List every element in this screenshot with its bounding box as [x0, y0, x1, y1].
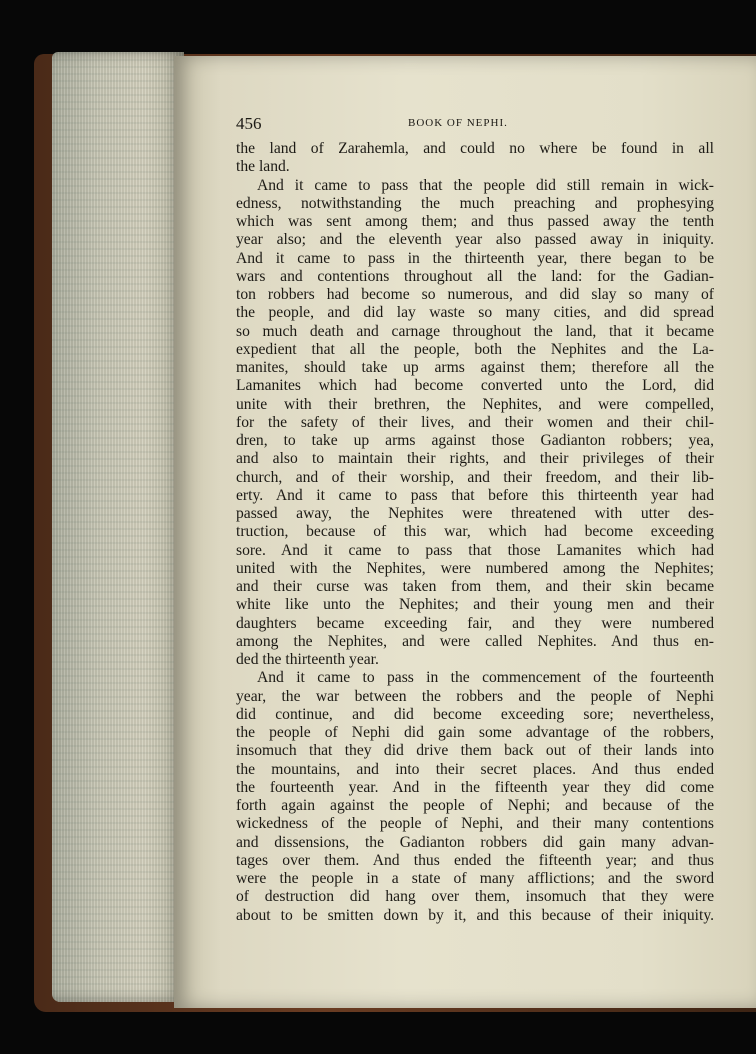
text-line: the people of Nephi did gain some advantage of the robbers,: [236, 724, 714, 741]
text-line: were the people in a state of many afflictions; and the sword: [236, 870, 714, 887]
running-head: [236, 114, 714, 140]
text-line: so much death and carnage throughout the land, that it became: [236, 322, 714, 340]
text-line: ton robbers had become so numerous, and did slay so many of: [236, 286, 714, 303]
text-line: and dissensions, the Gadianton robbers did gain many advan-: [236, 833, 714, 851]
text-line: erty. And it came to pass that before this thirteenth year had: [236, 486, 714, 504]
page-content: [236, 114, 714, 925]
text-line: did continue, and did become exceeding sore; nevertheless,: [236, 705, 714, 723]
text-line: expedient that all the people, both the Nephites and the La-: [236, 340, 714, 358]
text-line: the people, and did lay waste so many cities, and did spread: [236, 304, 714, 322]
text-line: manites, should take up arms against them; therefore all the: [236, 359, 714, 376]
text-line: church, and of their worship, and their freedom, and their lib-: [236, 468, 714, 486]
text-line: white like unto the Nephites; and their young men and their: [236, 596, 714, 614]
text-line: the fourteenth year. And in the fifteenth year they did come: [236, 778, 714, 796]
text-line: the land of Zarahemla, and could no where be found in all: [236, 140, 714, 157]
text-line: Lamanites which had become converted unto the Lord, did: [236, 377, 714, 395]
text-line: And it came to pass in the thirteenth year, there began to be: [236, 249, 714, 267]
text-line: insomuch that they did drive them back out of their lands into: [236, 742, 714, 760]
text-line: truction, because of this war, which had become exceeding: [236, 523, 714, 541]
text-line: year, the war between the robbers and the people of Nephi: [236, 687, 714, 705]
text-line: forth again against the people of Nephi; and because of the: [236, 797, 714, 814]
text-line: wickedness of the people of Nephi, and their many contentions: [236, 815, 714, 833]
book-title: BOOK OF NEPHI.: [408, 117, 508, 129]
text-line: dren, to take up arms against those Gadianton robbers; yea,: [236, 432, 714, 449]
text-line: sore. And it came to pass that those Lamanites which had: [236, 541, 714, 559]
text-line: and their curse was taken from them, and their skin became: [236, 578, 714, 595]
text-line: about to be smitten down by it, and this because of their iniquity.: [236, 906, 714, 924]
text-line: united with the Nephites, were numbered among the Nephites;: [236, 559, 714, 577]
book-page: [174, 56, 756, 1008]
text-line: for the safety of their lives, and their women and their chil-: [236, 413, 714, 431]
text-line: which was sent among them; and thus passed away the tenth: [236, 213, 714, 230]
text-line: wars and contentions throughout all the land: for the Gadian-: [236, 267, 714, 285]
text-line: and also to maintain their rights, and their privileges of their: [236, 450, 714, 468]
text-line: unite with their brethren, the Nephites, and were compelled,: [236, 395, 714, 413]
text-line: And it came to pass in the commencement of the fourteenth: [257, 669, 714, 687]
text-line: ded the thirteenth year.: [236, 651, 379, 668]
text-line: daughters became exceeding fair, and they were numbered: [236, 614, 714, 632]
body-text: [236, 140, 714, 925]
text-line: passed away, the Nephites were threatened with utter des-: [236, 505, 714, 522]
text-line: edness, notwithstanding the much preaching and prophesying: [236, 194, 714, 212]
text-line: among the Nephites, and were called Nephites. And thus en-: [236, 632, 714, 650]
text-line: the mountains, and into their secret places. And thus ended: [236, 760, 714, 778]
text-line: the land.: [236, 158, 290, 176]
page-edges: [52, 52, 184, 1002]
page-number: 456: [236, 114, 262, 133]
text-line: And it came to pass that the people did still remain in wick-: [257, 176, 714, 194]
text-line: of destruction did hang over them, insomuch that they were: [236, 888, 714, 906]
text-line: tages over them. And thus ended the fifteenth year; and thus: [236, 851, 714, 869]
text-line: year also; and the eleventh year also passed away in iniquity.: [236, 231, 714, 249]
